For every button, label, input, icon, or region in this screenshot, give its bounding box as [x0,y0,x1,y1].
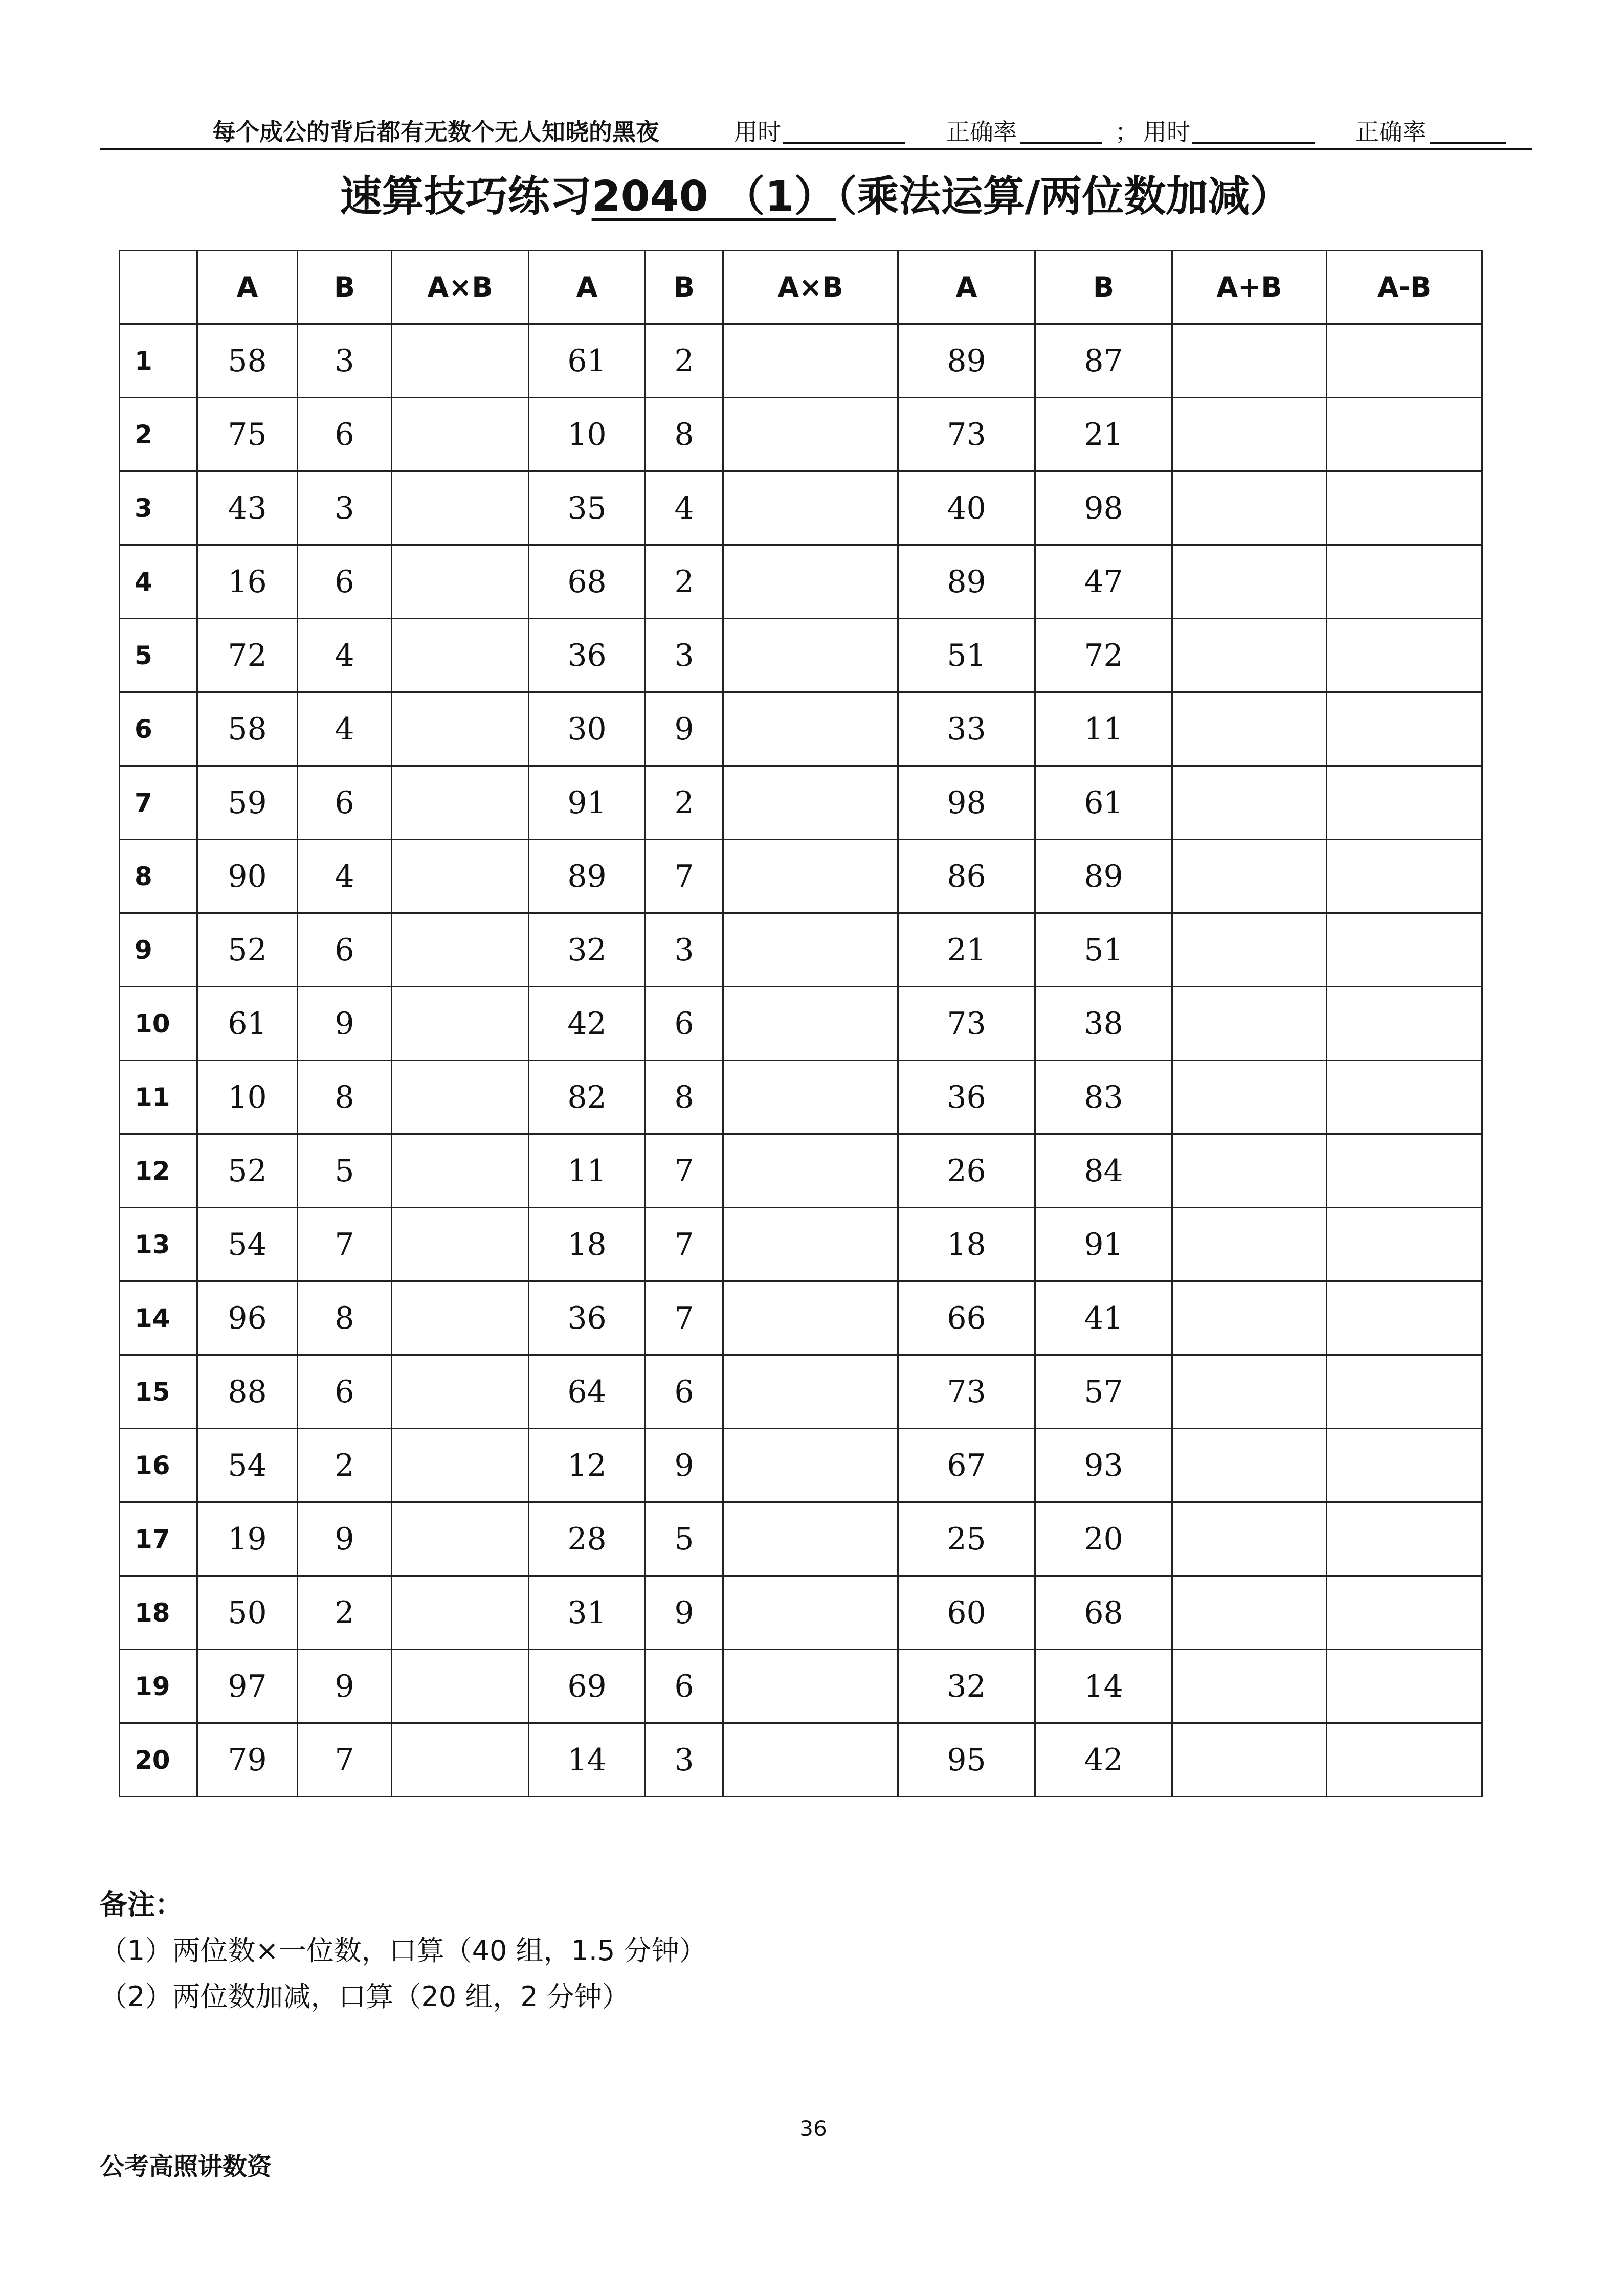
column-header: A+B [1172,251,1327,324]
table-row [120,1355,1482,1429]
notes-section [100,1882,707,2020]
cell-b: 57 [1035,1355,1172,1429]
answer-sum[interactable] [1172,1208,1327,1281]
row-number: 9 [120,913,197,987]
row-number: 6 [120,692,197,766]
answer-product[interactable] [392,1134,529,1208]
cell-a: 52 [197,1134,298,1208]
table-header-row [120,251,1482,324]
cell-b: 47 [1035,545,1172,619]
practice-table [119,250,1483,1797]
cell-a: 68 [529,545,646,619]
answer-product[interactable] [392,398,529,471]
answer-product[interactable] [723,1355,898,1429]
cell-a: 18 [898,1208,1035,1281]
cell-a: 89 [898,324,1035,398]
cell-b: 6 [298,913,392,987]
cell-b: 8 [298,1281,392,1355]
answer-product[interactable] [723,1576,898,1650]
column-header: A×B [392,251,529,324]
time-label-1: 用时 [734,118,781,146]
row-number: 5 [120,619,197,692]
answer-sum[interactable] [1172,1502,1327,1576]
row-number: 13 [120,1208,197,1281]
answer-product[interactable] [723,1502,898,1576]
answer-product[interactable] [723,987,898,1061]
cell-b: 3 [646,913,723,987]
table-row [120,1208,1482,1281]
cell-b: 61 [1035,766,1172,840]
cell-a: 54 [197,1429,298,1502]
table-row [120,987,1482,1061]
answer-product[interactable] [723,913,898,987]
answer-product[interactable] [392,913,529,987]
cell-a: 89 [898,545,1035,619]
cell-b: 2 [646,545,723,619]
cell-b: 8 [298,1061,392,1134]
note-line-1: （1）两位数×一位数，口算（40 组，1.5 分钟） [100,1934,707,1967]
accuracy-label-2: 正确率 [1355,118,1426,146]
cell-b: 6 [646,1650,723,1723]
answer-sum[interactable] [1172,1723,1327,1797]
cell-a: 19 [197,1502,298,1576]
cell-b: 84 [1035,1134,1172,1208]
cell-a: 96 [197,1281,298,1355]
table-row [120,1576,1482,1650]
cell-b: 93 [1035,1429,1172,1502]
cell-b: 83 [1035,1061,1172,1134]
answer-sum[interactable] [1172,1650,1327,1723]
cell-a: 89 [529,840,646,913]
answer-product[interactable] [392,1650,529,1723]
answer-product[interactable] [723,1134,898,1208]
answer-difference[interactable] [1327,766,1482,840]
cell-a: 60 [898,1576,1035,1650]
table-row [120,1134,1482,1208]
answer-difference[interactable] [1327,840,1482,913]
cell-b: 8 [646,398,723,471]
answer-difference[interactable] [1327,692,1482,766]
cell-b: 6 [298,545,392,619]
footer-text: 公考高照讲数资 [100,2152,272,2181]
row-number: 11 [120,1061,197,1134]
cell-b: 3 [646,1723,723,1797]
column-header [120,251,197,324]
table-row [120,1502,1482,1576]
cell-b: 20 [1035,1502,1172,1576]
cell-a: 33 [898,692,1035,766]
cell-b: 9 [298,1650,392,1723]
answer-product[interactable] [392,1502,529,1576]
title-prefix: 速算技巧练习 [340,172,592,221]
answer-difference[interactable] [1327,1355,1482,1429]
page-header [100,117,1532,147]
cell-b: 14 [1035,1650,1172,1723]
column-header: A×B [723,251,898,324]
column-header: A [197,251,298,324]
table-row [120,766,1482,840]
column-header: B [298,251,392,324]
cell-a: 79 [197,1723,298,1797]
answer-product[interactable] [392,1061,529,1134]
table-body [120,324,1482,1797]
cell-a: 64 [529,1355,646,1429]
answer-difference[interactable] [1327,471,1482,545]
answer-difference[interactable] [1327,619,1482,692]
cell-b: 8 [646,1061,723,1134]
answer-sum[interactable] [1172,840,1327,913]
answer-product[interactable] [723,840,898,913]
row-number: 3 [120,471,197,545]
answer-difference[interactable] [1327,1723,1482,1797]
cell-a: 10 [197,1061,298,1134]
cell-a: 14 [529,1723,646,1797]
header-motto: 每个成公的背后都有无数个无人知晓的黑夜 [212,118,659,146]
header-rule [100,148,1532,150]
answer-sum[interactable] [1172,1429,1327,1502]
cell-a: 40 [898,471,1035,545]
time-label-2: 用时 [1143,118,1190,146]
cell-b: 7 [298,1723,392,1797]
cell-a: 58 [197,324,298,398]
answer-product[interactable] [723,1208,898,1281]
row-number: 19 [120,1650,197,1723]
answer-sum[interactable] [1172,913,1327,987]
time-blank-1[interactable] [783,142,905,144]
row-number: 16 [120,1429,197,1502]
answer-difference[interactable] [1327,398,1482,471]
answer-difference[interactable] [1327,545,1482,619]
cell-a: 75 [197,398,298,471]
row-number: 20 [120,1723,197,1797]
cell-b: 7 [646,1208,723,1281]
answer-product[interactable] [723,1650,898,1723]
cell-b: 91 [1035,1208,1172,1281]
page-title [100,169,1532,225]
table-row [120,1723,1482,1797]
cell-b: 7 [298,1208,392,1281]
accuracy-blank-1[interactable] [1020,142,1102,144]
answer-product[interactable] [723,324,898,398]
cell-a: 73 [898,987,1035,1061]
cell-a: 69 [529,1650,646,1723]
answer-product[interactable] [723,398,898,471]
cell-a: 26 [898,1134,1035,1208]
cell-b: 3 [646,619,723,692]
row-number: 2 [120,398,197,471]
answer-product[interactable] [392,987,529,1061]
cell-b: 9 [646,692,723,766]
answer-difference[interactable] [1327,913,1482,987]
cell-b: 42 [1035,1723,1172,1797]
answer-product[interactable] [723,1061,898,1134]
cell-a: 42 [529,987,646,1061]
answer-product[interactable] [723,545,898,619]
cell-b: 2 [298,1576,392,1650]
cell-b: 9 [646,1576,723,1650]
answer-product[interactable] [723,619,898,692]
answer-product[interactable] [392,1429,529,1502]
cell-b: 4 [298,619,392,692]
table-row [120,619,1482,692]
cell-b: 6 [298,398,392,471]
table-row [120,1281,1482,1355]
cell-b: 4 [298,692,392,766]
accuracy-label-1: 正确率 [946,118,1017,146]
cell-a: 67 [898,1429,1035,1502]
cell-b: 7 [646,1281,723,1355]
cell-a: 12 [529,1429,646,1502]
answer-difference[interactable] [1327,1502,1482,1576]
cell-b: 2 [298,1429,392,1502]
cell-a: 16 [197,545,298,619]
cell-b: 51 [1035,913,1172,987]
cell-a: 43 [197,471,298,545]
answer-product[interactable] [392,692,529,766]
answer-sum[interactable] [1172,1134,1327,1208]
cell-a: 73 [898,398,1035,471]
answer-sum[interactable] [1172,471,1327,545]
answer-product[interactable] [392,1723,529,1797]
cell-a: 97 [197,1650,298,1723]
table-row [120,324,1482,398]
answer-product[interactable] [392,1355,529,1429]
cell-b: 4 [646,471,723,545]
cell-b: 2 [646,324,723,398]
cell-a: 52 [197,913,298,987]
cell-b: 3 [298,471,392,545]
row-number: 18 [120,1576,197,1650]
row-number: 17 [120,1502,197,1576]
title-code: 2040 （1） [591,172,836,221]
cell-b: 4 [298,840,392,913]
cell-a: 90 [197,840,298,913]
cell-a: 72 [197,619,298,692]
cell-b: 3 [298,324,392,398]
answer-sum[interactable] [1172,619,1327,692]
cell-a: 61 [197,987,298,1061]
row-number: 8 [120,840,197,913]
cell-b: 98 [1035,471,1172,545]
cell-a: 86 [898,840,1035,913]
cell-a: 88 [197,1355,298,1429]
cell-b: 6 [298,766,392,840]
cell-a: 50 [197,1576,298,1650]
cell-b: 38 [1035,987,1172,1061]
table-row [120,1061,1482,1134]
answer-sum[interactable] [1172,324,1327,398]
answer-sum[interactable] [1172,766,1327,840]
notes-heading: 备注： [100,1888,183,1921]
answer-product[interactable] [723,1723,898,1797]
row-number: 15 [120,1355,197,1429]
cell-a: 51 [898,619,1035,692]
cell-a: 18 [529,1208,646,1281]
answer-sum[interactable] [1172,1281,1327,1355]
answer-sum[interactable] [1172,1061,1327,1134]
time-blank-2[interactable] [1192,142,1315,144]
column-header: B [646,251,723,324]
row-number: 7 [120,766,197,840]
answer-difference[interactable] [1327,324,1482,398]
answer-product[interactable] [392,1281,529,1355]
cell-a: 28 [529,1502,646,1576]
answer-difference[interactable] [1327,1061,1482,1134]
cell-a: 66 [898,1281,1035,1355]
answer-sum[interactable] [1172,398,1327,471]
column-header: A [898,251,1035,324]
answer-difference[interactable] [1327,987,1482,1061]
accuracy-blank-2[interactable] [1430,142,1506,144]
cell-b: 5 [298,1134,392,1208]
cell-a: 35 [529,471,646,545]
cell-a: 36 [529,619,646,692]
answer-product[interactable] [392,545,529,619]
cell-b: 2 [646,766,723,840]
cell-b: 9 [298,1502,392,1576]
cell-b: 6 [646,1355,723,1429]
row-number: 4 [120,545,197,619]
answer-difference[interactable] [1327,1429,1482,1502]
table-row [120,471,1482,545]
answer-difference[interactable] [1327,1576,1482,1650]
cell-a: 58 [197,692,298,766]
answer-product[interactable] [723,692,898,766]
cell-a: 54 [197,1208,298,1281]
cell-a: 32 [898,1650,1035,1723]
answer-difference[interactable] [1327,1208,1482,1281]
cell-a: 36 [898,1061,1035,1134]
cell-b: 72 [1035,619,1172,692]
page-number: 36 [799,2116,827,2141]
answer-difference[interactable] [1327,1650,1482,1723]
title-suffix: （乘法运算/两位数加减） [836,172,1292,221]
header-separator: ； [1115,118,1139,146]
note-line-2: （2）两位数加减，口算（20 组，2 分钟） [100,1980,630,2013]
cell-b: 9 [646,1429,723,1502]
answer-product[interactable] [392,619,529,692]
cell-b: 87 [1035,324,1172,398]
cell-b: 6 [646,987,723,1061]
cell-a: 25 [898,1502,1035,1576]
column-header: B [1035,251,1172,324]
cell-a: 61 [529,324,646,398]
answer-product[interactable] [723,1281,898,1355]
cell-b: 41 [1035,1281,1172,1355]
answer-product[interactable] [392,1208,529,1281]
answer-product[interactable] [392,766,529,840]
row-number: 14 [120,1281,197,1355]
answer-product[interactable] [392,471,529,545]
table-row [120,692,1482,766]
cell-b: 89 [1035,840,1172,913]
answer-product[interactable] [392,324,529,398]
cell-a: 82 [529,1061,646,1134]
table-row [120,545,1482,619]
table-row [120,1429,1482,1502]
cell-a: 31 [529,1576,646,1650]
answer-sum[interactable] [1172,1576,1327,1650]
cell-a: 32 [529,913,646,987]
cell-b: 5 [646,1502,723,1576]
answer-sum[interactable] [1172,987,1327,1061]
table-row [120,398,1482,471]
answer-sum[interactable] [1172,692,1327,766]
cell-a: 91 [529,766,646,840]
table-row [120,1650,1482,1723]
answer-sum[interactable] [1172,1355,1327,1429]
answer-difference[interactable] [1327,1281,1482,1355]
cell-b: 6 [298,1355,392,1429]
answer-product[interactable] [723,471,898,545]
cell-a: 30 [529,692,646,766]
cell-a: 98 [898,766,1035,840]
row-number: 12 [120,1134,197,1208]
cell-b: 9 [298,987,392,1061]
cell-a: 11 [529,1134,646,1208]
answer-difference[interactable] [1327,1134,1482,1208]
cell-b: 21 [1035,398,1172,471]
column-header: A-B [1327,251,1482,324]
row-number: 10 [120,987,197,1061]
cell-a: 36 [529,1281,646,1355]
cell-a: 59 [197,766,298,840]
cell-a: 10 [529,398,646,471]
cell-b: 68 [1035,1576,1172,1650]
table-row [120,840,1482,913]
cell-b: 7 [646,1134,723,1208]
cell-a: 73 [898,1355,1035,1429]
answer-product[interactable] [392,1576,529,1650]
answer-product[interactable] [392,840,529,913]
cell-b: 7 [646,840,723,913]
column-header: A [529,251,646,324]
cell-b: 11 [1035,692,1172,766]
answer-product[interactable] [723,1429,898,1502]
row-number: 1 [120,324,197,398]
cell-a: 95 [898,1723,1035,1797]
answer-product[interactable] [723,766,898,840]
cell-a: 21 [898,913,1035,987]
answer-sum[interactable] [1172,545,1327,619]
table-row [120,913,1482,987]
